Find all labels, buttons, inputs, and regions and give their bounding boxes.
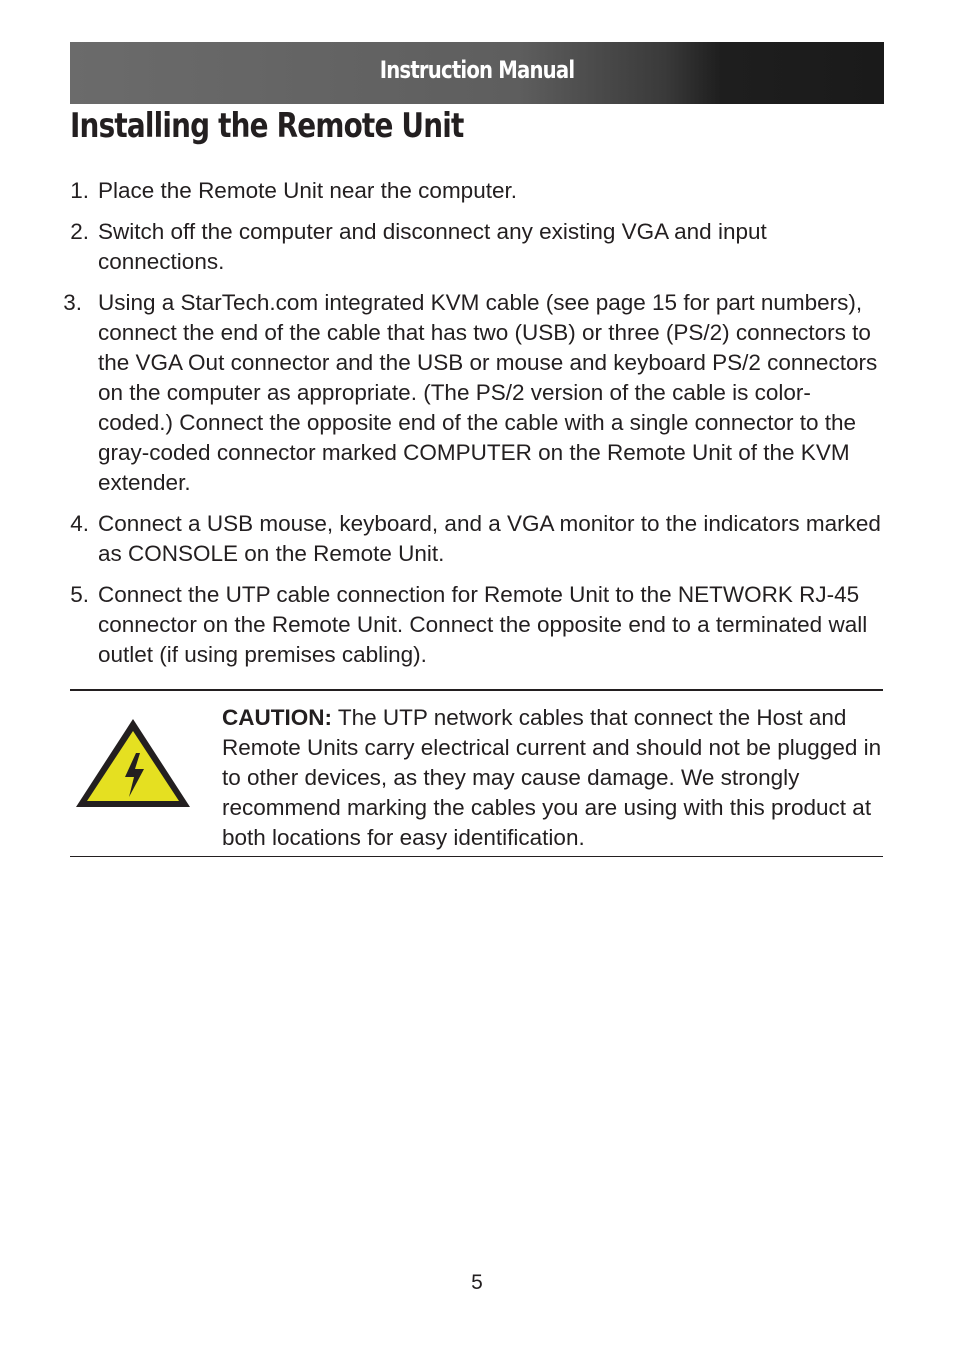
page-title: Installing the Remote Unit <box>70 106 464 146</box>
step-item <box>0 580 954 670</box>
step-text: Place the Remote Unit near the computer. <box>98 178 517 203</box>
step-text: Connect the UTP cable connection for Remote Unit to the NETWORK RJ-45 connector on the Remote Unit. Connect the opposite end to a terminated wall outlet (if using premises cabling). <box>98 582 868 667</box>
electrical-hazard-warning-icon <box>74 717 192 809</box>
step-item <box>0 509 954 569</box>
caution-label: CAUTION: <box>222 705 332 730</box>
step-item <box>0 217 954 277</box>
step-number: 4. <box>70 511 89 536</box>
caution-body: The UTP network cables that connect the Host and Remote Units carry electrical current and should not be plugged in to other devices, as they may cause damage. We strongly recommend marking the cables you are using with this product at both locations for easy identification. <box>222 705 882 850</box>
instruction-steps <box>0 176 954 681</box>
step-text: Using a StarTech.com integrated KVM cable (see page 15 for part numbers), connect the end of the cable that has two (USB) or three (PS/2) connectors to the VGA Out connector and the USB or mouse and keyboard PS/2 connectors on the computer as appropriate. (The PS/2 version of the cable is color-coded.) Connect the opposite end of the cable with a single connector to the gray-coded connector marked COMPUTER on the Remote Unit of the KVM extender. <box>98 290 878 495</box>
page-number: 5 <box>471 1271 483 1294</box>
header-title: Instruction Manual <box>379 56 575 84</box>
step-text: Switch off the computer and disconnect any existing VGA and input connections. <box>98 219 767 274</box>
step-item <box>0 176 954 206</box>
step-number: 1. <box>70 178 89 203</box>
header-bar <box>70 42 884 104</box>
caution-text <box>222 703 887 853</box>
step-number: 2. <box>70 219 89 244</box>
step-number: 5. <box>70 582 89 607</box>
step-item <box>0 288 954 498</box>
caution-box <box>70 689 883 857</box>
step-number: 3. <box>63 290 82 315</box>
step-text: Connect a USB mouse, keyboard, and a VGA monitor to the indicators marked as CONSOLE on the Remote Unit. <box>98 511 881 566</box>
